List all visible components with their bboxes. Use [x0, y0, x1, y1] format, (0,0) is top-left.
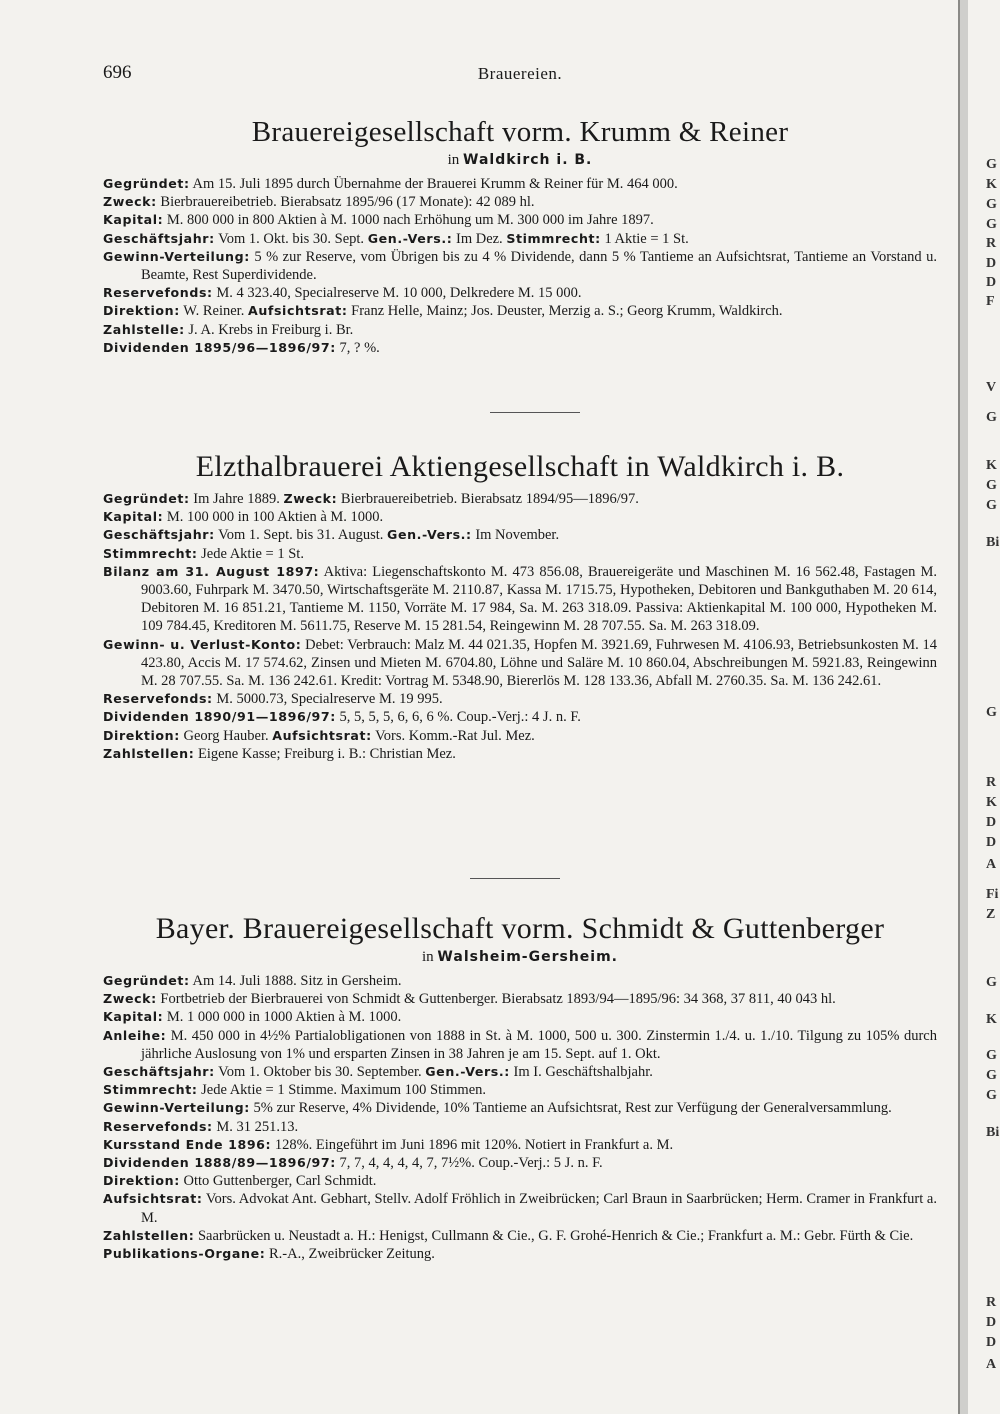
margin-letter: Bi [986, 1125, 1000, 1140]
company-entry [103, 450, 937, 763]
entry-paragraph [103, 526, 937, 544]
field-label: Geschäftsjahr: [103, 230, 215, 246]
field-label: Direktion: [103, 727, 180, 743]
entry-paragraph [103, 1190, 937, 1226]
margin-letter: G [986, 498, 997, 513]
margin-letter: K [986, 1012, 997, 1027]
field-value: R.-A., Zweibrücker Zeitung. [265, 1246, 435, 1263]
field-value: Vom 1. Sept. bis 31. August. [214, 527, 388, 544]
field-label: Geschäftsjahr: [103, 1064, 215, 1080]
separator-rule [470, 878, 560, 879]
field-value: Debet: Verbrauch: Malz M. 44 021.35, Hopfen M. 3921.69, Fuhrwesen M. 4106.93, Betriebsunkosten M. 14 423.80, Accis M. 17 574.62, Zinsen und Mieten M. 6704.80, Löhne und Saläre M. 10 860.04, Abschreibungen M. 5921.83, Reingewinn M. 28 707.55. Sa. M. 136 242.61. Kredit: Vortrag M. 5348.90, Biererlös M. 128 133.36, Abfall M. 2760.35. Sa. M. 136 242.61. [141, 636, 937, 690]
field-label: Stimmrecht: [103, 545, 198, 561]
entry-paragraph [103, 508, 937, 526]
field-label: Geschäftsjahr: [103, 527, 215, 543]
location-name: Waldkirch i. B. [463, 152, 593, 168]
margin-letter: G [986, 1068, 997, 1083]
field-label: Gegründet: [103, 176, 190, 191]
margin-letter: V [986, 380, 997, 395]
margin-letter: R [986, 1295, 997, 1310]
margin-letter: K [986, 177, 997, 192]
field-value: Saarbrücken u. Neustadt a. H.: Henigst, Cullmann & Cie., G. F. Grohé-Henrich & Cie.; Frankfurt a. M.: Gebr. Fürth & Cie. [194, 1227, 914, 1244]
field-label: Gewinn-Verteilung: [103, 1100, 250, 1116]
entry-paragraph [103, 972, 937, 990]
field-label: Stimmrecht: [103, 1082, 198, 1098]
entry-title: Elzthalbrauerei Aktiengesellschaft in Waldkirch i. B. [195, 450, 845, 483]
field-label: Dividenden 1895/96—1896/97: [103, 339, 336, 355]
field-label: Direktion: [103, 303, 180, 319]
page-gutter [958, 0, 968, 1414]
margin-letter: K [986, 795, 997, 810]
entry-paragraph [103, 990, 937, 1008]
field-value: Im Jahre 1889. [189, 491, 284, 507]
field-value: 7, ? %. [335, 339, 380, 356]
field-label: Gen.-Vers.: [425, 1064, 510, 1080]
page-header [103, 62, 937, 90]
entry-paragraph [103, 1063, 937, 1081]
field-label: Aufsichtsrat: [103, 1191, 203, 1207]
margin-letter: D [986, 1315, 997, 1330]
field-value: Georg Hauber. [179, 727, 273, 744]
field-label: Gewinn- u. Verlust-Konto: [103, 636, 302, 652]
margin-letter: R [986, 236, 997, 251]
field-label: Gen.-Vers.: [387, 527, 472, 543]
entry-paragraph [103, 193, 937, 211]
field-label: Zahlstelle: [103, 321, 185, 337]
margin-letter: D [986, 815, 997, 830]
field-label: Kursstand Ende 1896: [103, 1136, 272, 1152]
field-value: M. 800 000 in 800 Aktien à M. 1000 nach Erhöhung um M. 300 000 im Jahre 1897. [163, 212, 654, 229]
entry-paragraph [103, 302, 937, 320]
field-value: M. 31 251.13. [212, 1118, 299, 1135]
entry-paragraph [103, 708, 937, 726]
margin-letter: G [986, 975, 997, 990]
entry-paragraph [103, 1099, 937, 1117]
field-value: 5 % zur Reserve, vom Übrigen bis zu 4 % Dividende, dann 5 % Tantieme an Aufsichtsrat, Tantieme an Vorstand u. Beamte, Rest Superdividende. [141, 248, 937, 284]
company-entry [103, 115, 937, 357]
field-value: Vors. Advokat Ant. Gebhart, Stellv. Adolf Fröhlich in Zweibrücken; Carl Braun in Saarbrücken; Herm. Cramer in Frankfurt a. M. [141, 1191, 937, 1226]
field-value: 5% zur Reserve, 4% Dividende, 10% Tantieme an Aufsichtsrat, Rest zur Verfügung der Generalversammlung. [249, 1100, 892, 1117]
field-value: Vom 1. Oktober bis 30. September. [214, 1064, 426, 1081]
margin-letter: D [986, 1335, 997, 1350]
margin-letter: Bi [986, 535, 1000, 550]
margin-letter: F [986, 294, 995, 309]
entry-paragraph [103, 211, 937, 229]
field-label: Publikations-Organe: [103, 1246, 266, 1262]
entry-paragraph [103, 563, 937, 636]
field-value: M. 100 000 in 100 Aktien à M. 1000. [163, 509, 384, 526]
field-label: Gegründet: [103, 491, 190, 506]
entry-paragraph [103, 727, 937, 745]
margin-letter: G [986, 1088, 997, 1103]
entry-body [103, 972, 937, 1263]
entry-paragraph [103, 490, 937, 508]
field-value: Vom 1. Okt. bis 30. Sept. [214, 230, 368, 247]
field-label: Gegründet: [103, 973, 190, 988]
margin-letter: G [986, 217, 997, 232]
field-label: Kapital: [103, 1009, 164, 1025]
entry-body [103, 175, 937, 357]
separator-rule [490, 412, 580, 413]
margin-letter: R [986, 775, 997, 790]
margin-letter: Fi [986, 887, 999, 902]
field-label: Gen.-Vers.: [367, 230, 453, 246]
field-value: M. 5000.73, Specialreserve M. 19 995. [212, 691, 443, 708]
margin-letter: D [986, 256, 997, 271]
field-label: Bilanz am 31. August 1897: [103, 563, 320, 579]
entry-paragraph [103, 690, 937, 708]
field-label: Zahlstellen: [103, 1227, 195, 1243]
field-label: Kapital: [103, 212, 164, 228]
field-value: Bierbrauereibetrieb. Bierabsatz 1895/96 (17 Monate): 42 089 hl. [156, 194, 535, 211]
field-value: M. 450 000 in 4½% Partialobligationen von 1888 in St. à M. 1000, 500 u. 300. Zinstermin 1./4. u. 1./10. Tilgung zu 105% durch jährliche Auslosung von 1% und ersparten Zinsen in 38 Jahren je am 15. Sept. auf 1. Okt. [141, 1027, 937, 1062]
field-value: M. 4 323.40, Specialreserve M. 10 000, Delkredere M. 15 000. [212, 285, 582, 302]
field-value: 1 Aktie = 1 St. [600, 230, 689, 247]
entry-paragraph [103, 1136, 937, 1154]
entry-paragraph [103, 745, 937, 763]
margin-letter: G [986, 705, 997, 720]
entry-paragraph [103, 230, 937, 248]
margin-letter: A [986, 857, 997, 872]
entry-location [103, 946, 937, 968]
field-label: Reservefonds: [103, 1118, 213, 1134]
field-value: M. 1 000 000 in 1000 Aktien à M. 1000. [163, 1009, 402, 1026]
entry-paragraph [103, 1245, 937, 1263]
entry-paragraph [103, 175, 937, 193]
field-value: J. A. Krebs in Freiburg i. Br. [184, 321, 354, 338]
entry-paragraph [103, 1081, 937, 1099]
margin-letter: D [986, 835, 997, 850]
entry-paragraph [103, 321, 937, 339]
margin-letter: G [986, 1048, 997, 1063]
location-prefix: in [422, 949, 434, 965]
field-label: Direktion: [103, 1173, 180, 1189]
entry-location [103, 149, 937, 171]
field-label: Gewinn-Verteilung: [103, 248, 250, 264]
field-label: Dividenden 1890/91—1896/97: [103, 709, 336, 725]
entry-paragraph [103, 1154, 937, 1172]
field-label: Anleihe: [103, 1027, 167, 1043]
field-value: Vors. Komm.-Rat Jul. Mez. [371, 727, 535, 744]
entry-paragraph [103, 284, 937, 302]
margin-letter: G [986, 478, 997, 493]
field-label: Aufsichtsrat: [247, 303, 348, 319]
field-value: W. Reiner. [179, 303, 248, 320]
entry-paragraph [103, 636, 937, 691]
entry-title: Bayer. Brauereigesellschaft vorm. Schmidt & Guttenberger [155, 912, 885, 945]
field-value: Jede Aktie = 1 Stimme. Maximum 100 Stimmen. [197, 1082, 486, 1099]
entry-paragraph [103, 248, 937, 284]
page-number: 696 [103, 62, 132, 83]
margin-letter: G [986, 410, 997, 425]
field-value: Otto Guttenberger, Carl Schmidt. [179, 1173, 377, 1190]
field-value: 7, 7, 4, 4, 4, 4, 7, 7½%. Coup.-Verj.: 5 J. n. F. [335, 1155, 603, 1172]
entry-title: Brauereigesellschaft vorm. Krumm & Reiner [251, 116, 789, 148]
margin-letter: D [986, 275, 997, 290]
field-label: Dividenden 1888/89—1896/97: [103, 1155, 336, 1171]
field-value: Bierbrauereibetrieb. Bierabsatz 1894/95—1896/97. [337, 491, 639, 507]
entry-paragraph [103, 1227, 937, 1245]
field-value: Am 15. Juli 1895 durch Übernahme der Brauerei Krumm & Reiner für M. 464 000. [189, 176, 678, 192]
field-label: Zweck: [103, 991, 157, 1007]
running-title: Brauereien. [477, 64, 563, 83]
field-label: Reservefonds: [103, 285, 213, 301]
field-value: Im November. [471, 527, 560, 544]
entry-paragraph [103, 1172, 937, 1190]
field-label: Aufsichtsrat: [272, 727, 372, 743]
margin-letter: Z [986, 907, 996, 922]
entry-paragraph [103, 1118, 937, 1136]
field-value: Im I. Geschäftshalbjahr. [509, 1064, 653, 1081]
margin-letter: K [986, 458, 997, 473]
field-label: Zweck: [103, 194, 157, 210]
field-value: 5, 5, 5, 5, 6, 6, 6 %. Coup.-Verj.: 4 J. n. F. [335, 709, 581, 726]
field-value: Aktiva: Liegenschaftskonto M. 473 856.08, Brauereigeräte und Maschinen M. 16 562.48, Fastagen M. 9003.60, Fuhrpark M. 3470.50, Wirtschaftsgeräte M. 2110.87, Kassa M. 1715.75, Hypotheken, Debitoren und Bankguthaben M. 20 614, Debitoren M. 16 851.21, Tantieme M. 1150, Vorräte M. 17 984, Sa. M. 263 318.09. Passiva: Aktienkapital M. 100 000, Hypotheken M. 109 784.45, Kreditoren M. 5611.75, Reserve M. 15 281.54, Reingewinn M. 28 707.55. Sa. M. 263 318.09. [141, 563, 937, 635]
field-value: 128%. Eingeführt im Juni 1896 mit 120%. Notiert in Frankfurt a. M. [271, 1136, 674, 1153]
field-value: Am 14. Juli 1888. Sitz in Gersheim. [189, 973, 402, 989]
location-name: Walsheim-Gersheim. [437, 949, 618, 965]
field-label: Kapital: [103, 509, 164, 525]
margin-letter: G [986, 157, 997, 172]
entry-paragraph [103, 1008, 937, 1026]
company-entry [103, 912, 937, 1263]
margin-letter: G [986, 197, 997, 212]
field-value: Eigene Kasse; Freiburg i. B.: Christian Mez. [194, 745, 456, 762]
location-prefix: in [447, 152, 460, 168]
field-label: Reservefonds: [103, 691, 213, 707]
field-label: Zahlstellen: [103, 745, 195, 761]
entry-body [103, 490, 937, 763]
field-value: Franz Helle, Mainz; Jos. Deuster, Merzig a. S.; Georg Krumm, Waldkirch. [347, 303, 783, 320]
entry-paragraph [103, 545, 937, 563]
field-value: Fortbetrieb der Bierbrauerei von Schmidt & Guttenberger. Bierabsatz 1893/94—1895/96: 34 368, 37 811, 40 043 hl. [156, 991, 836, 1008]
field-label: Stimmrecht: [506, 230, 601, 246]
field-value: Im Dez. [452, 230, 507, 247]
field-value: Jede Aktie = 1 St. [197, 545, 304, 562]
entry-paragraph [103, 1027, 937, 1063]
margin-letter: A [986, 1357, 997, 1372]
entry-paragraph [103, 339, 937, 357]
field-label: Zweck: [283, 491, 338, 506]
